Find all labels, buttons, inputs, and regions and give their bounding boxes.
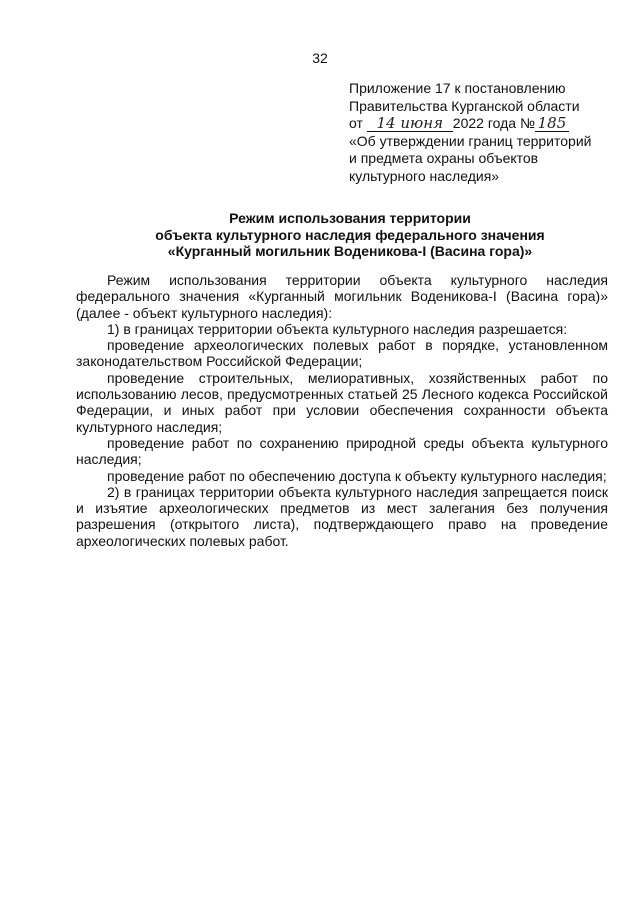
appendix-line-4: «Об утверждении границ территорий xyxy=(349,132,592,149)
document-body xyxy=(76,272,608,549)
appendix-line-1: Приложение 17 к постановлению xyxy=(349,80,566,96)
appendix-block xyxy=(349,80,609,185)
paragraph-construction: проведение строительных, мелиоративных, хозяйственных работ по использованию лесов, предусмотренных статьей 25 Лесного кодекса Российской Федерации, и иных работ при условии обеспечения сохранности объекта культурного наследия; xyxy=(76,369,608,435)
paragraph-allowed: 1) в границах территории объекта культурного наследия разрешается: xyxy=(107,320,568,337)
document-heading xyxy=(100,210,600,260)
paragraph-prohibited: 2) в границах территории объекта культурного наследия запрещается поиск и изъятие археологических предметов из мест залегания без получения разрешения (открытого листа), подтверждающего право на проведение археологических полевых работ. xyxy=(76,483,608,549)
paragraph-access: проведение работ по обеспечению доступа к объекту культурного наследия; xyxy=(107,467,607,484)
handwritten-date: 14 июня xyxy=(367,116,453,132)
appendix-line-2: Правительства Курганской области xyxy=(349,97,580,114)
handwritten-number: 185 xyxy=(535,116,569,132)
paragraph-intro: Режим использования территории объекта культурного наследия федерального значения «Курганный могильник Воденикова-I (Васина гора)» (далее - объект культурного наследия): xyxy=(76,272,608,321)
date-prefix: от xyxy=(349,115,363,131)
date-suffix: 2022 года № xyxy=(452,115,535,131)
paragraph-archaeology: проведение археологических полевых работ в порядке, установленном законодательством Российской Федерации; xyxy=(76,337,608,370)
appendix-line-5: и предмета охраны объектов xyxy=(349,150,539,166)
appendix-line-6: культурного наследия» xyxy=(349,167,500,184)
appendix-date-line xyxy=(349,115,609,133)
page-number: 32 xyxy=(312,50,328,66)
heading-line-3: «Курганный могильник Воденикова-I (Васина гора)» xyxy=(167,243,533,259)
heading-line-2: объекта культурного наследия федерального значения xyxy=(155,226,545,243)
heading-line-1: Режим использования территории xyxy=(229,210,471,226)
paragraph-nature: проведение работ по сохранению природной среды объекта культурного наследия; xyxy=(76,434,608,468)
